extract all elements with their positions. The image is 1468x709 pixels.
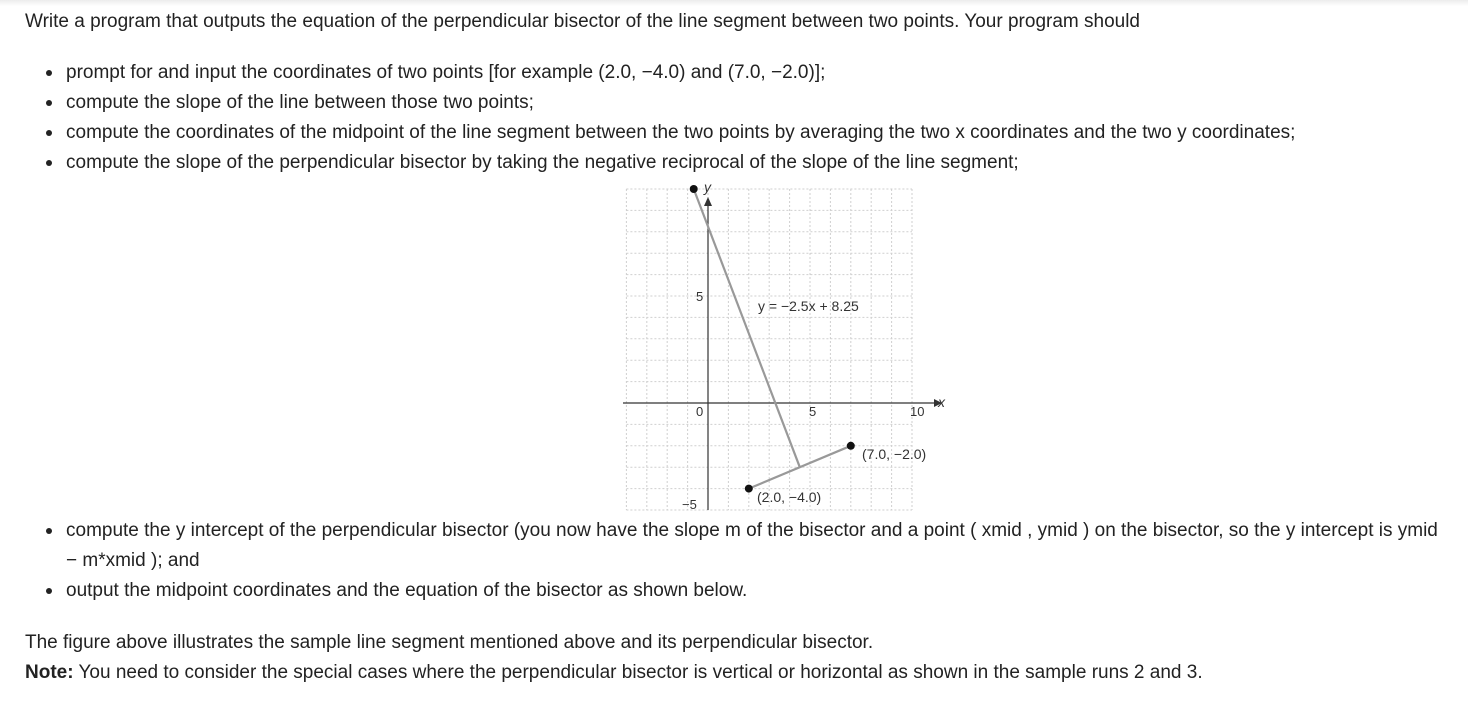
step-item-midpoint: compute the coordinates of the midpoint of the line segment between the two points by averaging the two x coordinates and the two y coordinates; [0,118,1295,148]
point1-marker [745,485,753,493]
note-text: You need to consider the special cases where the perpendicular bisector is vertical or horizontal as shown in the sample runs 2 and 3. [73,662,1203,683]
point1-label: (2.0, −4.0) [757,489,822,505]
tick-label-y-5: 5 [696,289,704,304]
tick-label-0: 0 [696,404,704,419]
bisector-end-point [690,185,698,193]
bisector-line [694,189,800,467]
figure-axes [623,197,942,510]
figure-note: The figure above illustrates the sample line segment mentioned above and its perpendicular bisector. [25,632,874,653]
intro-paragraph: Write a program that outputs the equation of the perpendicular bisector of the line segment between two points. Your program should [25,11,1140,32]
axis-y-label: y [704,179,711,195]
steps-list-bottom [0,516,1446,606]
tick-label-y-neg5: −5 [682,497,697,512]
equation-label: y = −2.5x + 8.25 [758,298,859,314]
special-case-note [25,662,1203,684]
point2-label: (7.0, −2.0) [862,446,927,462]
step-item-input: prompt for and input the coordinates of two points [for example (2.0, −4.0) and (7.0, −2.0)]; [0,58,1295,88]
point2-marker [847,442,855,450]
axis-x-label: x [938,394,945,410]
step-item-slope: compute the slope of the line between those two points; [0,88,1295,118]
step-item-intercept [0,516,1446,576]
step-item-output: output the midpoint coordinates and the equation of the bisector as shown below. [0,576,1446,606]
note-label: Note: [25,662,74,683]
bisector-figure [600,178,960,516]
tick-label-x-10: 10 [910,404,925,419]
steps-list-top [0,58,1295,178]
top-shadow [0,0,1468,6]
tick-label-x-5: 5 [809,404,817,419]
step-item-perp-slope: compute the slope of the perpendicular bisector by taking the negative reciprocal of the slope of the line segment; [0,148,1295,178]
step-item-intercept-text: compute the y intercept of the perpendicular bisector (you now have the slope m of the bisector and a point ( xmid , ymid ) on the bisector, so the y intercept is ymid − m*xmid ); and [66,520,1438,571]
y-axis-arrow [704,197,712,206]
